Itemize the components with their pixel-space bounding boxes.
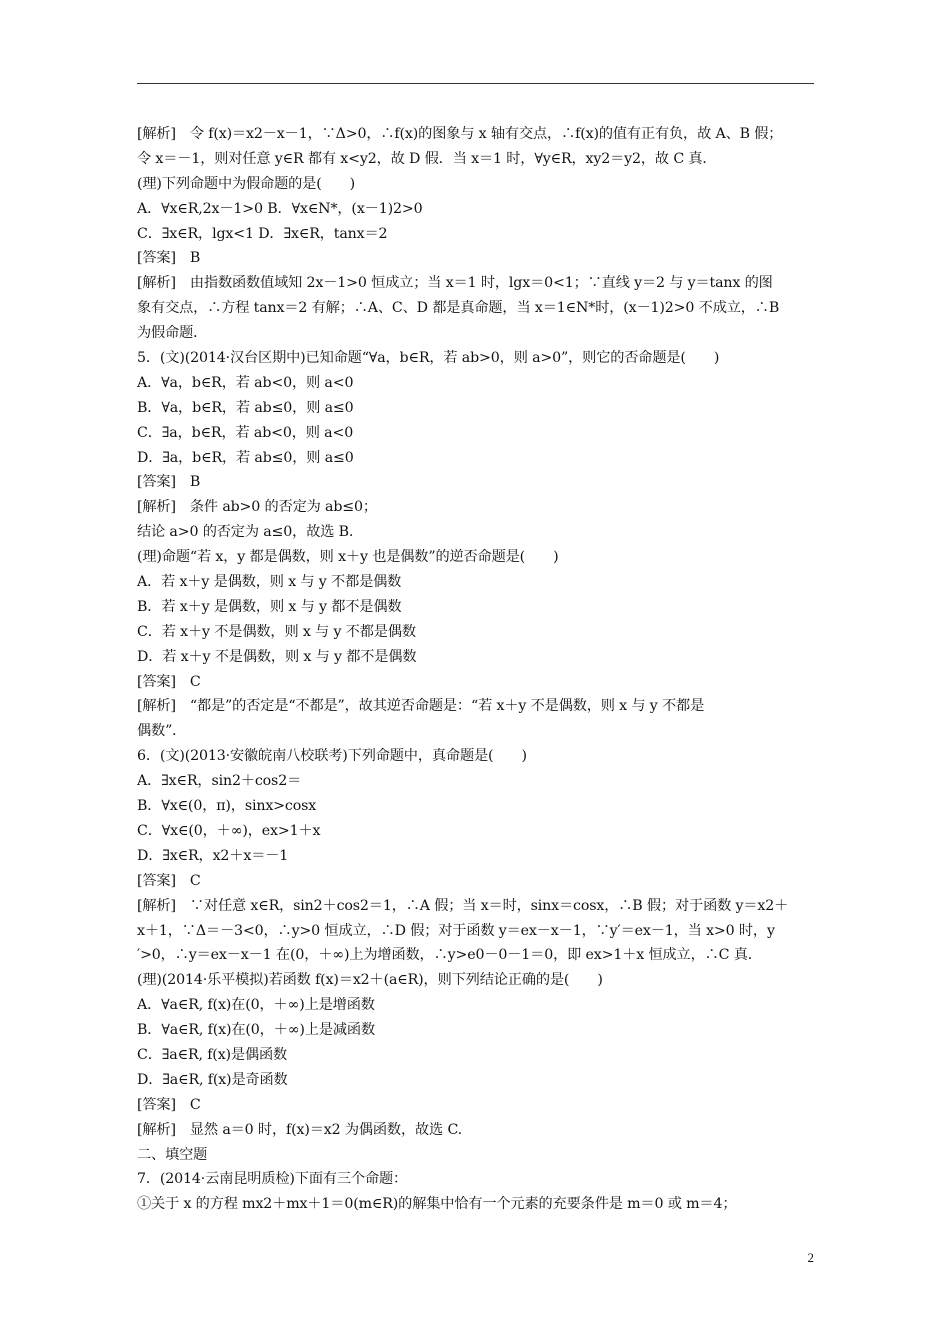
text-line: 令 x＝－1，则对任意 y∈R 都有 x<y2，故 D 假．当 x＝1 时，∀y∈R，xy2＝y2，故 C 真． bbox=[137, 150, 717, 167]
text-line: [解析] 条件 ab>0 的否定为 ab≤0； bbox=[137, 499, 377, 516]
text-line: C．∃a∈R, f(x)是偶函数 bbox=[137, 1046, 288, 1063]
text-line: D．若 x＋y 不是偶数，则 x 与 y 都不是偶数 bbox=[137, 648, 417, 665]
text-line: C．若 x＋y 不是偶数，则 x 与 y 不都是偶数 bbox=[137, 623, 416, 640]
text-line: 偶数”． bbox=[137, 723, 187, 740]
text-line: A．∀a，b∈R，若 ab<0，则 a<0 bbox=[137, 374, 354, 391]
header-rule bbox=[137, 83, 814, 84]
text-line: [答案] C bbox=[137, 1096, 201, 1113]
text-line: C．∃x∈R，lgx<1 D．∃x∈R，tanx＝2 bbox=[137, 225, 388, 242]
text-line: 为假命题． bbox=[137, 325, 208, 342]
text-line: x＋1，∵Δ＝－3<0，∴y>0 恒成立，∴D 假；对于函数 y＝ex－x－1，∵y′＝ex－1，当 x>0 时，y bbox=[137, 922, 775, 939]
text-line: B．∀x∈(0，π)，sinx>cosx bbox=[137, 798, 317, 815]
text-line: [答案] B bbox=[137, 474, 201, 491]
text-line: (理)命题“若 x，y 都是偶数，则 x＋y 也是偶数”的逆否命题是( ) bbox=[137, 549, 559, 566]
text-line: 5．(文)(2014·汉台区期中)已知命题“∀a，b∈R，若 ab>0，则 a>0”，则它的否命题是( ) bbox=[137, 350, 720, 367]
text-line: A．若 x＋y 是偶数，则 x 与 y 不都是偶数 bbox=[137, 574, 402, 591]
text-line: B．∀a∈R, f(x)在(0，＋∞)上是减函数 bbox=[137, 1022, 375, 1039]
text-line: [解析] 显然 a＝0 时，f(x)＝x2 为偶函数，故选 C. bbox=[137, 1121, 463, 1138]
text-line: D．∃a∈R, f(x)是奇函数 bbox=[137, 1071, 288, 1088]
text-line: (理)(2014·乐平模拟)若函数 f(x)＝x2＋(a∈R)，则下列结论正确的是( ) bbox=[137, 972, 603, 989]
text-line: 7．(2014·云南昆明质检)下面有三个命题： bbox=[137, 1171, 408, 1188]
text-line: 6．(文)(2013·安徽皖南八校联考)下列命题中，真命题是( ) bbox=[137, 748, 527, 765]
text-line: B．∀a，b∈R，若 ab≤0，则 a≤0 bbox=[137, 399, 354, 416]
text-line: [解析] 由指数函数值域知 2x－1>0 恒成立；当 x＝1 时，lgx＝0<1；∵直线 y＝2 与 y＝tanx 的图 bbox=[137, 275, 773, 292]
text-line: 结论 a>0 的否定为 a≤0，故选 B. bbox=[137, 524, 354, 541]
text-line: [答案] C bbox=[137, 872, 201, 889]
text-line: (理)下列命题中为假命题的是( ) bbox=[137, 175, 356, 192]
text-line: C．∃a，b∈R，若 ab<0，则 a<0 bbox=[137, 424, 354, 441]
page-number: 2 bbox=[807, 1250, 814, 1265]
text-line: ′>0，∴y＝ex－x－1 在(0，＋∞)上为增函数，∴y>e0－0－1＝0，即 ex>1＋x 恒成立，∴C 真． bbox=[137, 947, 762, 964]
text-line: [解析] “都是”的否定是“不都是”，故其逆否命题是：“若 x＋y 不是偶数，则 x 与 y 不都是 bbox=[137, 698, 705, 715]
text-line: A．∀a∈R, f(x)在(0，＋∞)上是增函数 bbox=[137, 997, 375, 1014]
text-line: C．∀x∈(0，＋∞)，ex>1＋x bbox=[137, 822, 321, 839]
text-line: D．∃x∈R，x2＋x＝－1 bbox=[137, 847, 289, 864]
text-line: ①关于 x 的方程 mx2＋mx＋1＝0(m∈R)的解集中恰有一个元素的充要条件是 m＝0 或 m＝4； bbox=[137, 1196, 737, 1213]
text-line: 二、填空题 bbox=[137, 1146, 208, 1163]
text-line: D．∃a，b∈R，若 ab≤0，则 a≤0 bbox=[137, 449, 354, 466]
text-line: 象有交点，∴方程 tanx＝2 有解；∴A、C、D 都是真命题，当 x＝1∈N*时，(x－1)2>0 不成立，∴B bbox=[137, 300, 780, 317]
text-line: [答案] C bbox=[137, 673, 201, 690]
text-line: [解析] ∵对任意 x∈R，sin2＋cos2＝1，∴A 假；当 x＝时，sinx＝cosx，∴B 假；对于函数 y＝x2＋ bbox=[137, 897, 789, 914]
text-line: [答案] B bbox=[137, 250, 201, 267]
text-line: A．∀x∈R,2x－1>0 B．∀x∈N*，(x－1)2>0 bbox=[137, 200, 423, 217]
text-line: B．若 x＋y 是偶数，则 x 与 y 都不是偶数 bbox=[137, 598, 402, 615]
text-line: A．∃x∈R，sin2＋cos2＝ bbox=[137, 773, 302, 790]
document-body bbox=[137, 122, 815, 1217]
text-line: [解析] 令 f(x)＝x2－x－1，∵Δ>0，∴f(x)的图象与 x 轴有交点，∴f(x)的值有正有负，故 A、B 假； bbox=[137, 126, 783, 142]
